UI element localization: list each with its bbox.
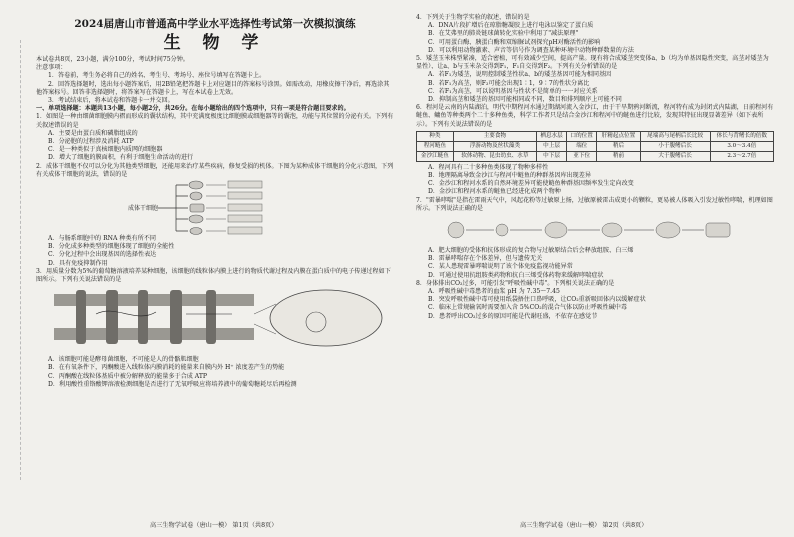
table-cell: 浮游动物及丝状藻类 (453, 141, 536, 151)
exam-title: 2024届唐山市普通高中学业水平选择性考试第一次模拟演练 (74, 18, 356, 30)
question-4: 4．下列关于生物学实验的叙述，错误的是 (416, 14, 530, 21)
notice-head: 注意事项： (36, 64, 67, 72)
table-cell: 3.0～3.4倍 (710, 141, 773, 151)
table-cell: 2.3～2.7倍 (710, 151, 773, 161)
q7-option-a: A．肥大细胞的受体和抗体形成的复合物与过敏原结合后会释放组胺、白三烯 (428, 247, 634, 255)
left-column (36, 14, 394, 389)
q3-option-a: A．该细胞可能是酵母菌细胞，不可能是人的骨骼肌细胞 (48, 356, 199, 364)
table-header-cell: 主要食物 (453, 131, 536, 141)
table-row (417, 151, 774, 161)
asthma-mechanism-diagram (416, 213, 774, 247)
table-cell: 软体动物、昆虫幼虫、水草 (453, 151, 536, 161)
table-header-cell: 体长与背鳍长的倍数 (710, 131, 773, 141)
q4-option-a: A．DNA片段扩增后在琼脂糖凝胶上进行电泳以鉴定了蛋白质 (428, 22, 594, 30)
q5-option-d: D．抑制高茎和矮茎的基因可能相同或不同，数目和排列顺序上可能不同 (428, 96, 622, 104)
q4-option-b: B．在艾弗里的肺炎链球菌转化实验中利用了"减法原理" (428, 30, 579, 38)
q2-option-a: A．与肠系细胞中的 RNA 种类有所不同 (48, 235, 156, 243)
q6-option-c: C．金沙江和程河水系的自然环境差异可能使鲢鱼种群基因频率发生定向改变 (428, 180, 634, 188)
q1-option-a: A．主要是由蛋白质和磷脂组成的 (48, 129, 138, 137)
mitochondria-membrane-diagram (36, 284, 394, 356)
table-header-cell: 尾端高与尾柄后长比较 (640, 131, 710, 141)
q4-option-c: C．可用蛋白酶、胰蛋白酶和双缩脲试剂探究pH对酶活性的影响 (428, 38, 601, 46)
q1-option-c: C．是一种类似于真核细胞内质网的细胞器 (48, 146, 163, 154)
table-cell: 大于腹鳍后长 (640, 151, 710, 161)
section-one-heading: 一、单项选择题：本题共13小题，每小题2分，共26分。在每小题给出的四个选项中，只有一项是符合题目要求的。 (36, 105, 350, 113)
q1-option-b: B．分泌胞的过程涉及消耗 ATP (48, 138, 134, 146)
notice-3: 3．考试结束后，将本试卷和答题卡一并交回。 (48, 97, 174, 105)
stem-cell-label: 成体干细胞 (128, 205, 159, 213)
q7-option-b: B．雷暴哮喘存在个体差异，但与遗传无关 (428, 255, 543, 263)
binding-margin (6, 40, 21, 480)
subject-title: 生 物 学 (163, 33, 267, 53)
intro-line: 本试卷共8页，23小题，满分100分，考试时间75分钟。 (36, 56, 189, 63)
q6-option-d: D．金沙江和程河水系的鲢鱼已经进化成两个物种 (428, 188, 561, 196)
table-header-cell: 栖息水层 (537, 131, 567, 141)
q7-option-d: D．可通过使用抗组胺类药物和抗白三烯受体药物来缓解哮喘症状 (428, 271, 604, 279)
table-cell: 中上层 (537, 141, 567, 151)
q5-option-b: B．若F₁为高茎，则F₂可能会出现1∶1，9∶7的性状分离比 (428, 79, 590, 87)
table-header-cell: 肝精起点位置 (597, 131, 640, 141)
table-header-cell: 种类 (417, 131, 454, 141)
q4-option-d: D．可以利用动物激素、声音等信号作为调查某种环境中动物种群数量的方法 (428, 46, 634, 54)
table-cell: 小于腹鳍后长 (640, 141, 710, 151)
question-6: 6．程河是云南的内陆湖泊，明代中期程河水通过期湖河流入金沙江，由于干旱期鸦河断流，程河特有成为封闭式内陆湖，日前程河有鲢鱼、鳙鱼等种类两个二十多种鱼类，科学工作者只是结合金沙江和程河中的鲢鱼进行比较，发现其特征出现显著差异（如下表所示）。下列有关说法错误的是 (416, 104, 774, 128)
q5-option-c: C．若F₁为高茎，可以说明基因与性状不是简单的一一对应关系 (428, 87, 598, 95)
q8-option-c: C．临床上常规输氧时需要加入含 5%CO₂的混合气体以防止呼吸性碱中毒 (428, 304, 627, 312)
table-cell: 程河鲢鱼 (417, 141, 454, 151)
table-row (417, 141, 774, 151)
question-7: 7．"雷暴哮喘"是指在雷雨天气中，风起花粉等过敏原上扬，过敏原被雷击成更小的颗粒，更易被人体吸入引发过敏性哮喘，机理如图所示。下列说法正确的是 (416, 196, 773, 212)
q3-option-d: D．利用酸性重铬酸钾溶液检测细胞是否进行了无氧呼吸应将培养液中的葡萄糖耗尽后再检测 (48, 380, 297, 388)
q1-option-d: D．增大了细胞的膜面积，有利于细胞生命活动的进行 (48, 154, 194, 162)
q7-option-c: C．某人患现雷暴哮喘说明了该个体免疫监视功能异常 (428, 263, 573, 271)
fish-comparison-table (416, 131, 774, 162)
notice-2: 2．回答选择题时，选出每小题答案后，用2B铅笔把答题卡上对应题目的答案标号涂黑。如需改动，用橡皮擦干净后，再选涂其他答案标号。回答非选择题时，将答案写在答题卡上，写在本试卷上无效。 (36, 80, 390, 96)
question-2: 2．成体干细胞不仅可以分化为其他类型细胞，还能用来治疗某些疾病，修复受损的机体。下图为某种成体干细胞的分化示意图，下列有关成体干细胞的说法，错误的是 (36, 162, 394, 178)
right-column (416, 14, 774, 321)
table-header-row (417, 131, 774, 141)
q2-option-b: B．分化成多种类型的细胞体现了细胞的全能性 (48, 243, 175, 251)
table-cell: 稍前 (597, 151, 640, 161)
table-cell: 金沙江鲢鱼 (417, 151, 454, 161)
q8-option-d: D．患者呼出CO₂过多的原因可能是代谢旺盛，不依存在感觉节 (428, 312, 598, 320)
table-cell: 中下层 (537, 151, 567, 161)
question-3: 3．用质量分数为5%的葡萄糖溶液培养某种细胞，该细胞的线粒体内膜上进行的物质代谢过程及内膜在蛋白质中的电子传递过程如下图所示。下列有关说法错误的是 (36, 267, 391, 284)
table-cell: 亚下位 (567, 151, 597, 161)
question-5: 5．矮茎玉米株型紧凑，适合密植，可有效减少空间，提高产量。现有将合成矮茎突变体a、b（均为单基因隐性突变，高茎对矮茎为显性）、让a、b与玉米杂交得到F₁，F₁自交得到F₂。下列有关分析错误的是 (416, 55, 769, 71)
q3-option-c: C．丙酮酸在线粒体基质中被分解释放的能量多于合成 ATP (48, 372, 207, 380)
q6-option-b: B．地理隔离导致金沙江与程河中鲢鱼的种群基因库出现差异 (428, 172, 591, 180)
right-footer: 高三生物学试卷（唐山一模） 第2页（共8页） (520, 522, 648, 529)
table-header-cell: 口的位置 (567, 131, 597, 141)
stem-cell-diagram (36, 179, 394, 235)
question-1: 1．如图是一种由细菌细胞膜内褶而形成的囊状结构，其中充满度极度比细胞膜或细胞器等的囊泡，功能与其位置的分泌有关。下列有关叙述错误的是 (36, 113, 394, 129)
q2-option-c: C．分化过程中会出现基因的选择性表达 (48, 251, 157, 259)
table-cell: 端位 (567, 141, 597, 151)
q2-option-d: D．具有免疫抑制作用 (48, 259, 108, 267)
question-8: 8．身体排出CO₂过多，可能引发"呼吸性碱中毒"。下列相关说法正确的是 (416, 279, 615, 287)
table-cell: 稍后 (597, 141, 640, 151)
q6-option-a: A．程河具有二十多种鱼类体现了物种多样性 (428, 163, 549, 171)
q5-option-a: A．若F₁为矮茎，说明控制矮茎性状a、b的矮茎基因可能为相同基因 (428, 71, 612, 79)
notice-1: 1．答卷前，考生务必将自己的姓名、考生号、考场号、座位号填写在答题卡上。 (48, 72, 266, 80)
left-footer: 高三生物学试卷（唐山一模） 第1页（共8页） (150, 522, 278, 529)
q8-option-a: A．呼吸性碱中毒患者的血浆 pH 为 7.35～7.45 (428, 288, 560, 296)
q8-option-b: B．突发呼吸性碱中毒可使用纸袋捂住口鼻呼吸，让CO₂重新吸回体内以缓解症状 (428, 296, 646, 304)
q3-option-b: B．在有氧条件下，丙酮酸进入线粒体内膜消耗的能量来自膜内外 H⁺ 浓度差产生的势能 (48, 364, 285, 372)
